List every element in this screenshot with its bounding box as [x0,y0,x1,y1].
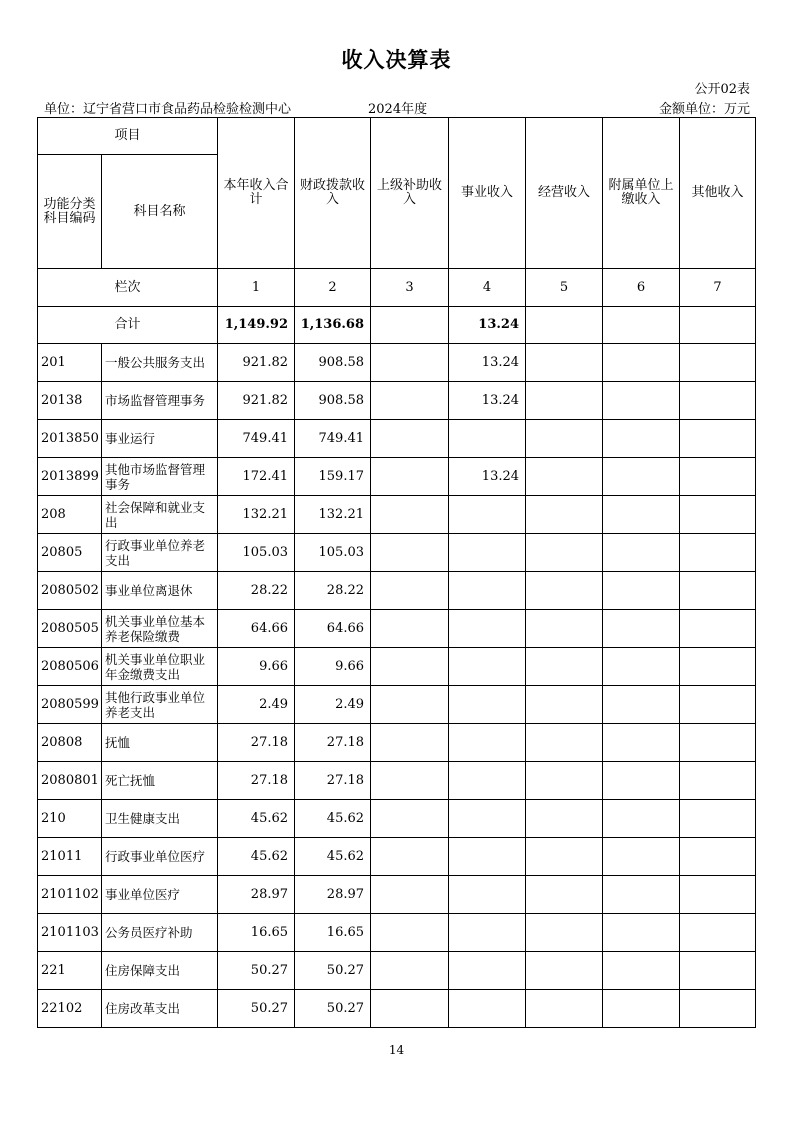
row-business [449,648,526,686]
header-affiliated: 附属单位上缴收入 [603,118,680,269]
row-superior [371,648,449,686]
row-fiscal: 159.17 [295,458,371,496]
table-row [38,838,756,876]
row-superior [371,762,449,800]
row-superior [371,344,449,382]
row-affiliated [603,496,680,534]
row-other [680,762,756,800]
row-code: 2080506 [38,648,102,686]
row-superior [371,876,449,914]
meta-line [44,98,750,117]
row-name: 其他市场监督管理事务 [102,458,218,496]
row-business [449,496,526,534]
summary-affiliated [603,307,680,344]
row-operating [526,382,603,420]
header-superior: 上级补助收入 [371,118,449,269]
row-other [680,610,756,648]
row-code: 20138 [38,382,102,420]
row-other [680,876,756,914]
column-index: 1 [218,269,295,307]
row-affiliated [603,914,680,952]
unit-label: 单位：辽宁省营口市食品药品检验检测中心 [44,102,292,117]
row-total: 132.21 [218,496,295,534]
row-total: 45.62 [218,800,295,838]
row-operating [526,876,603,914]
row-total: 50.27 [218,990,295,1028]
row-total: 921.82 [218,382,295,420]
row-total: 2.49 [218,686,295,724]
row-fiscal: 9.66 [295,648,371,686]
page-number: 14 [388,1043,405,1057]
summary-other [680,307,756,344]
column-index-label: 栏次 [38,269,218,307]
row-operating [526,800,603,838]
row-business [449,572,526,610]
column-index: 4 [449,269,526,307]
row-code: 22102 [38,990,102,1028]
row-superior [371,686,449,724]
row-affiliated [603,876,680,914]
row-superior [371,420,449,458]
row-other [680,458,756,496]
summary-business: 13.24 [449,307,526,344]
row-other [680,686,756,724]
column-index: 2 [295,269,371,307]
row-business [449,800,526,838]
row-superior [371,458,449,496]
row-operating [526,648,603,686]
row-name: 抚恤 [102,724,218,762]
row-other [680,800,756,838]
row-code: 2080801 [38,762,102,800]
row-code: 210 [38,800,102,838]
row-other [680,420,756,458]
row-name: 事业单位医疗 [102,876,218,914]
income-table [37,117,756,1028]
table-row [38,914,756,952]
table-row [38,724,756,762]
table-row [38,534,756,572]
row-total: 27.18 [218,762,295,800]
row-fiscal: 27.18 [295,724,371,762]
row-business [449,952,526,990]
row-code: 221 [38,952,102,990]
row-business [449,762,526,800]
row-operating [526,496,603,534]
row-name: 机关事业单位职业年金缴费支出 [102,648,218,686]
row-name: 其他行政事业单位养老支出 [102,686,218,724]
row-business [449,534,526,572]
row-fiscal: 50.27 [295,952,371,990]
row-total: 172.41 [218,458,295,496]
row-other [680,382,756,420]
table-row [38,800,756,838]
row-superior [371,572,449,610]
row-business: 13.24 [449,344,526,382]
row-business [449,686,526,724]
row-affiliated [603,382,680,420]
row-other [680,534,756,572]
row-business [449,838,526,876]
row-name: 行政事业单位医疗 [102,838,218,876]
row-business [449,990,526,1028]
table-row [38,496,756,534]
summary-label: 合计 [38,307,218,344]
row-affiliated [603,648,680,686]
row-fiscal: 45.62 [295,838,371,876]
row-business [449,724,526,762]
row-superior [371,914,449,952]
row-fiscal: 50.27 [295,990,371,1028]
row-other [680,952,756,990]
row-name: 住房改革支出 [102,990,218,1028]
row-superior [371,534,449,572]
row-fiscal: 908.58 [295,382,371,420]
row-code: 201 [38,344,102,382]
row-affiliated [603,724,680,762]
row-total: 921.82 [218,344,295,382]
row-code: 208 [38,496,102,534]
row-affiliated [603,572,680,610]
row-other [680,344,756,382]
fiscal-year: 2024年度 [368,102,428,117]
table-row [38,610,756,648]
table-row [38,990,756,1028]
row-fiscal: 45.62 [295,800,371,838]
row-fiscal: 132.21 [295,496,371,534]
row-code: 2013850 [38,420,102,458]
row-name: 市场监督管理事务 [102,382,218,420]
row-superior [371,800,449,838]
row-other [680,496,756,534]
row-superior [371,382,449,420]
header-item: 项目 [38,118,218,155]
row-superior [371,724,449,762]
table-row [38,344,756,382]
column-index: 3 [371,269,449,307]
row-other [680,724,756,762]
row-total: 28.97 [218,876,295,914]
row-total: 9.66 [218,648,295,686]
row-affiliated [603,686,680,724]
row-total: 749.41 [218,420,295,458]
header-operating: 经营收入 [526,118,603,269]
row-code: 21011 [38,838,102,876]
row-total: 27.18 [218,724,295,762]
row-operating [526,762,603,800]
row-business: 13.24 [449,458,526,496]
row-name: 社会保障和就业支出 [102,496,218,534]
row-other [680,990,756,1028]
row-fiscal: 27.18 [295,762,371,800]
row-total: 105.03 [218,534,295,572]
table-row [38,420,756,458]
header-total: 本年收入合计 [218,118,295,269]
page-title: 收入决算表 [341,48,452,72]
summary-fiscal: 1,136.68 [295,307,371,344]
table-row [38,458,756,496]
row-operating [526,724,603,762]
row-business [449,420,526,458]
row-operating [526,990,603,1028]
row-fiscal: 64.66 [295,610,371,648]
row-code: 2080505 [38,610,102,648]
row-code: 2080599 [38,686,102,724]
row-superior [371,952,449,990]
header-fiscal: 财政拨款收入 [295,118,371,269]
row-affiliated [603,762,680,800]
row-code: 2080502 [38,572,102,610]
row-superior [371,496,449,534]
row-other [680,572,756,610]
summary-superior [371,307,449,344]
summary-operating [526,307,603,344]
row-fiscal: 749.41 [295,420,371,458]
row-code: 2101103 [38,914,102,952]
row-fiscal: 105.03 [295,534,371,572]
row-affiliated [603,800,680,838]
row-operating [526,458,603,496]
row-operating [526,914,603,952]
summary-total: 1,149.92 [218,307,295,344]
row-affiliated [603,610,680,648]
row-operating [526,686,603,724]
row-name: 行政事业单位养老支出 [102,534,218,572]
row-name: 机关事业单位基本养老保险缴费 [102,610,218,648]
row-affiliated [603,344,680,382]
table-number: 公开02表 [694,82,750,97]
row-name: 死亡抚恤 [102,762,218,800]
row-code: 20808 [38,724,102,762]
row-other [680,838,756,876]
row-other [680,648,756,686]
row-fiscal: 16.65 [295,914,371,952]
row-operating [526,420,603,458]
table-row [38,762,756,800]
row-fiscal: 28.97 [295,876,371,914]
row-superior [371,838,449,876]
row-total: 50.27 [218,952,295,990]
row-total: 64.66 [218,610,295,648]
row-affiliated [603,420,680,458]
row-total: 45.62 [218,838,295,876]
row-affiliated [603,990,680,1028]
header-other: 其他收入 [680,118,756,269]
row-total: 28.22 [218,572,295,610]
row-code: 20805 [38,534,102,572]
row-operating [526,344,603,382]
table-row [38,876,756,914]
row-superior [371,610,449,648]
table-row [38,648,756,686]
row-affiliated [603,458,680,496]
row-affiliated [603,534,680,572]
money-unit: 金额单位：万元 [658,102,750,117]
row-fiscal: 908.58 [295,344,371,382]
row-name: 卫生健康支出 [102,800,218,838]
row-code: 2013899 [38,458,102,496]
row-affiliated [603,838,680,876]
row-name: 事业单位离退休 [102,572,218,610]
table-row [38,952,756,990]
header-name: 科目名称 [102,155,218,269]
row-affiliated [603,952,680,990]
row-name: 事业运行 [102,420,218,458]
table-row [38,572,756,610]
row-code: 2101102 [38,876,102,914]
row-operating [526,572,603,610]
row-business: 13.24 [449,382,526,420]
row-name: 住房保障支出 [102,952,218,990]
header-code: 功能分类科目编码 [38,155,102,269]
row-fiscal: 28.22 [295,572,371,610]
row-operating [526,952,603,990]
column-index: 7 [680,269,756,307]
row-business [449,914,526,952]
table-row [38,382,756,420]
column-index: 5 [526,269,603,307]
row-other [680,914,756,952]
row-business [449,876,526,914]
row-name: 公务员医疗补助 [102,914,218,952]
row-operating [526,534,603,572]
row-fiscal: 2.49 [295,686,371,724]
row-operating [526,838,603,876]
row-total: 16.65 [218,914,295,952]
row-operating [526,610,603,648]
table-row [38,686,756,724]
row-name: 一般公共服务支出 [102,344,218,382]
column-index: 6 [603,269,680,307]
row-superior [371,990,449,1028]
row-business [449,610,526,648]
header-business: 事业收入 [449,118,526,269]
